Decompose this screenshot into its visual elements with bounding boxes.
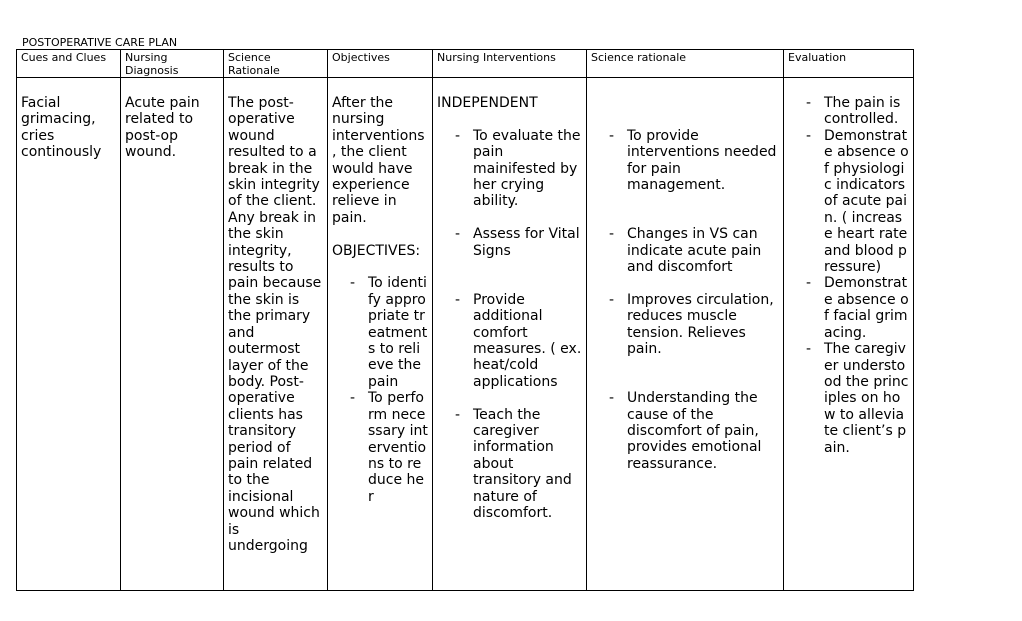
header-nursing-interventions: Nursing Interventions	[433, 50, 587, 78]
rationale-2-list	[591, 128, 779, 472]
cell-science-rationale	[224, 78, 328, 591]
header-evaluation: Evaluation	[784, 50, 914, 78]
cues-text: Facial grimacing, cries continously	[21, 95, 102, 161]
list-item: - Demonstrate absence of facial grimacing.	[788, 275, 909, 341]
list-item: - Changes in VS can indicate acute pain and discomfort	[591, 226, 779, 275]
cell-cues	[17, 78, 121, 591]
rationale-text: The post-operative wound resulted to a break in the skin integrity of the client. Any break in the skin integrity, results to pain because the skin is the primary and outermost layer of the body. Post-operative clients has transitory period of pain related to the incisional wound which is undergoing	[228, 95, 322, 554]
header-cues: Cues and Clues	[17, 50, 121, 78]
list-item: - Improves circulation, reduces muscle tension. Relieves pain.	[591, 292, 779, 358]
cell-science-rationale-2	[587, 78, 784, 591]
cell-nursing-diagnosis	[121, 78, 224, 591]
header-row	[17, 50, 914, 78]
list-item: - To evaluate the pain mainifested by her crying ability.	[437, 128, 582, 210]
diagnosis-text: Acute pain related to post-op wound.	[125, 95, 200, 161]
care-plan-table	[16, 49, 914, 591]
list-item: - To provide interventions needed for pain management.	[591, 128, 779, 194]
list-item: - Understanding the cause of the discomfort of pain, provides emotional reassurance.	[591, 390, 779, 472]
header-science-rationale-2: Science rationale	[587, 50, 784, 78]
evaluation-list	[788, 95, 909, 456]
objectives-heading: OBJECTIVES:	[332, 242, 421, 259]
objectives-intro: After the nursing interventions , the client would have experience relieve in pain.	[332, 95, 425, 226]
table-row	[17, 78, 914, 591]
cell-interventions	[433, 78, 587, 591]
list-item: - To identify appropriate treatments to relieve the pain	[332, 275, 428, 390]
plan-title: POSTOPERATIVE CARE PLAN	[22, 36, 178, 49]
list-item: - Assess for Vital Signs	[437, 226, 582, 259]
list-item: - The caregiver understood the principles on how to alleviate client’s pain.	[788, 341, 909, 456]
list-item: - Provide additional comfort measures. ( ex. heat/cold applications	[437, 292, 582, 390]
interventions-list	[437, 128, 582, 522]
header-science-rationale: Science Rationale	[224, 50, 328, 78]
list-item: - To perform necessary interventions to reduce her	[332, 390, 428, 505]
objectives-list	[332, 275, 428, 505]
cell-evaluation	[784, 78, 914, 591]
header-nursing-diagnosis: Nursing Diagnosis	[121, 50, 224, 78]
list-item: - Teach the caregiver information about transitory and nature of discomfort.	[437, 407, 582, 522]
cell-objectives	[328, 78, 433, 591]
header-objectives: Objectives	[328, 50, 433, 78]
interventions-heading: INDEPENDENT	[437, 95, 538, 111]
list-item: - Demonstrate absence of physiologic indicators of acute pain. ( increase heart rate and blood pressure)	[788, 128, 909, 276]
list-item: - The pain is controlled.	[788, 95, 909, 128]
